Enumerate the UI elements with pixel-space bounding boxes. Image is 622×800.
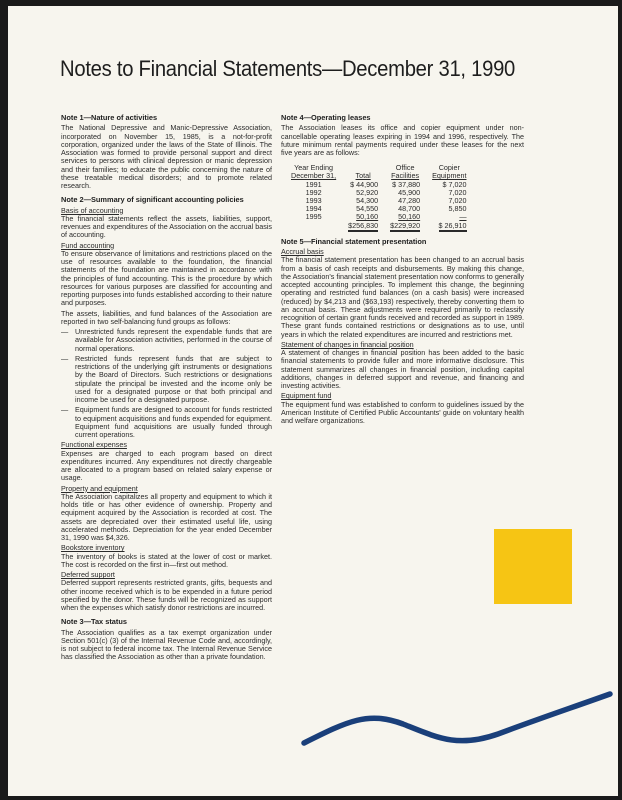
deferred-heading: Deferred support [61,570,115,579]
list-item: — Unrestricted funds represent the expendable funds that are available for Association activities, performed in the course of normal operations. [61,328,272,353]
functional-heading: Functional expenses [61,440,127,450]
property-heading: Property and equipment [61,483,138,493]
changes-heading: Statement of changes in financial position [281,339,414,349]
list-item: — Restricted funds represent funds that are subject to restrictions of the underlying gift instruments or designations by the Board of Directors. Such restrictions or designations stipulate the principal be invested and the income only be used for a designated purpose or that both principal and income be used for a designated purpose. [61,355,272,405]
equipment-fund-heading: Equipment fund [281,391,332,401]
note4-text: The Association leases its office and copier equipment under non-cancellable operating leases expiring in 1994 and 1996, respectively. The future minimum rental payments required under these leases for the next five years are as follows: [281,123,524,157]
header-year: Year Ending December 31, [291,163,337,181]
deferred-text: Deferred support represents restricted grants, gifts, bequests and other income received which is to be expended in a future period specified by the donor. These funds will be recognized as support when the expenses which satisfy donor restrictions are incurred. [61,578,272,612]
header-total: Total [355,171,371,181]
document-page [8,6,618,796]
changes-text: A statement of changes in financial position has been added to the basic financial statements to provide fuller and more informative disclosure. This statement summarizes all changes in financial position, including capital additions, changes in deferred support and revenue, and financing and investing activities. [281,348,524,391]
accrual-heading: Accrual basis [281,247,324,257]
table-total-row: $256,830 $229,920 $ 26,910 [348,220,467,230]
blue-wave-decoration [8,6,618,796]
table-row: 1994 54,550 48,700 5,850 [305,204,467,214]
accrual-text: The financial statement presentation has been changed to an accrual basis from a basis of cash receipts and disbursements. By making this change, the Association's financial statement presentation now conforms to generally accepted accounting principles. To implement this change, the beginning operating and restricted fund balances (on a cash basis) were increased (reduced) by $4,213 and ($63,193) respectively, thereby converting them to an accrual basis. These adjustments were required primarily to reclassify recognition of certain grant funds received and recorded as support in 1989. These grant funds contained restrictions or designations as to use, until years in which the related expenditures are incurred and restrictions met. [281,255,524,339]
table-row: 1993 54,300 47,280 7,020 [305,196,467,206]
note5-heading: Note 5—Financial statement presentation [281,236,427,246]
fund-text-2: The assets, liabilities, and fund balances of the Association are reported in two self-balancing fund groups as follows: [61,308,272,326]
basis-text: The financial statements reflect the assets, liabilities, support, revenues and expenditures of the Association on the accrual basis of accounting. [61,213,272,240]
header-copier: Copier Equipment [432,163,467,181]
basis-heading: Basis of accounting [61,205,124,215]
bookstore-text: The inventory of books is stated at the lower of cost or market. The cost is recorded on the first in—first out method. [61,551,272,569]
fund-text-1: To ensure observance of limitations and restrictions placed on the use of resources available to the foundation, the financial statements of the foundation are maintained in accordance with the principles of fund accounting. This is the procedure by which resources for various purposes are classified for accounting and reporting purposes into funds established according to their nature and purposes. [61,248,272,308]
property-text: The Association capitalizes all property and equipment to which it holds title or has other evidence of ownership. Property and equipment acquired by the Association is recorded at cost. The assets are depreciated over their estimated useful life, using accelerated methods. Depreciation for the year ended December 31, 1990 was $4,326. [61,491,272,542]
table-row: 1995 50,160 50,160 — [305,212,467,222]
note4-heading: Note 4—Operating leases [281,113,371,122]
table-row: 1991 $ 44,900 $ 37,880 $ 7,020 [305,179,467,189]
note1-text: The National Depressive and Manic-Depressive Association, incorporated on November 15, 1985, is a not-for-profit corporation, organized under the laws of the State of Illinois. The Association was formed to provide personal support and direct services to persons with clinical depression or manic depression and their families; to educate the public concerning the nature of these treatable medical disorders; and to promote related research. [61,123,272,190]
equipment-fund-text: The equipment fund was established to conform to guidelines issued by the American Institute of Certified Public Accountants' guide on voluntary health and welfare organizations. [281,399,524,426]
note1-heading: Note 1—Nature of activities [61,113,158,122]
note2-heading: Note 2—Summary of significant accounting policies [61,195,244,205]
table-row: 1992 52,920 45,900 7,020 [305,187,467,197]
note3-text: The Association qualifies as a tax exempt organization under Section 501(c) (3) of the Internal Revenue Code and, accordingly, is not subject to federal income tax. The Internal Revenue Service has classified the Association as other than a private foundation. [61,627,272,662]
note3-heading: Note 3—Tax status [61,617,127,627]
fund-heading: Fund accounting [61,240,115,250]
bookstore-heading: Bookstore inventory [61,543,125,553]
page-title: Notes to Financial Statements—December 31, 1990 [60,56,516,81]
functional-text: Expenses are charged to each program based on direct expenditures incurred. Any expenditures not directly chargeable are allocated to a program based on related salary expense or usage. [61,448,272,483]
list-item: — Equipment funds are designed to account for funds restricted to equipment acquisitions and funds expended for equipment. Equipment fund acquisitions are usually funded through current operations. [61,406,272,439]
header-office: Office Facilities [391,163,420,181]
